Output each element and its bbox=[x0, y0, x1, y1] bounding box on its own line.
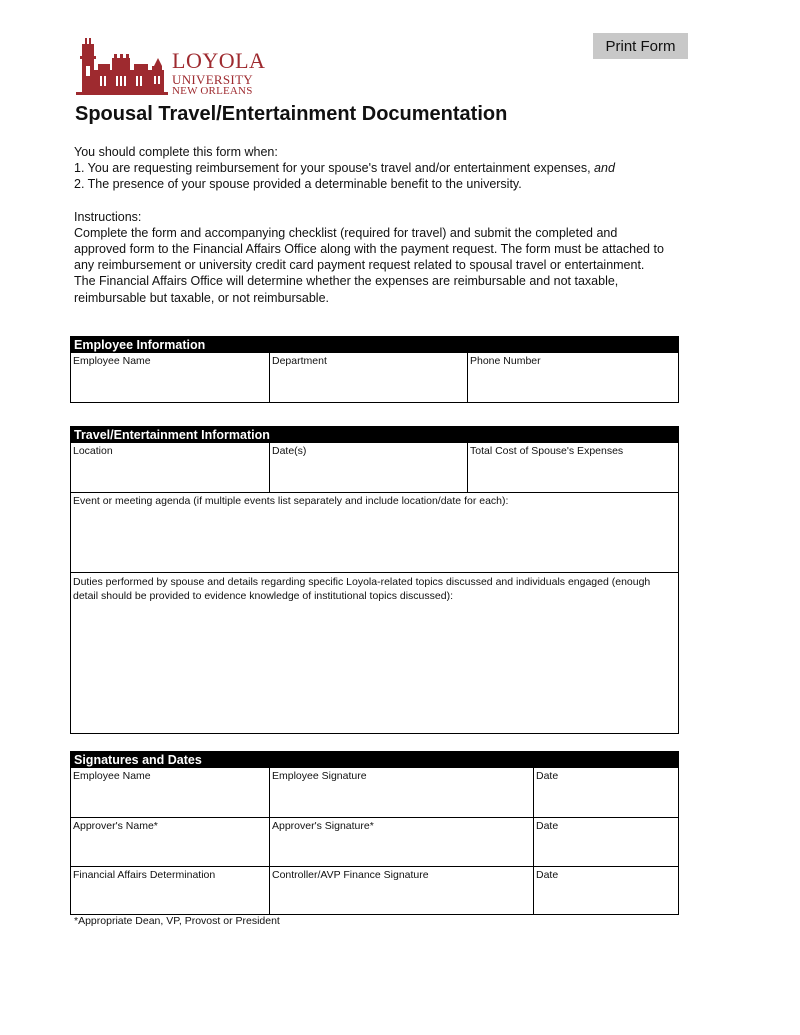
employee-info-section bbox=[70, 336, 679, 403]
location-field[interactable]: Location bbox=[73, 445, 113, 457]
footnote: *Appropriate Dean, VP, Provost or President bbox=[74, 915, 280, 927]
approver-name-field[interactable]: Approver's Name* bbox=[73, 820, 158, 832]
financial-determination-field[interactable]: Financial Affairs Determination bbox=[73, 869, 216, 881]
controller-signature-field[interactable]: Controller/AVP Finance Signature bbox=[269, 867, 533, 914]
travel-info-section bbox=[70, 426, 679, 734]
signatures-section bbox=[70, 751, 679, 915]
employee-date-field[interactable]: Date bbox=[533, 768, 678, 817]
section-header: Travel/Entertainment Information bbox=[71, 427, 678, 443]
employee-name-sign-field[interactable]: Employee Name bbox=[73, 770, 151, 782]
section-header: Signatures and Dates bbox=[71, 752, 678, 768]
controller-date-field[interactable]: Date bbox=[533, 867, 678, 914]
spouse-duties-field[interactable]: Duties performed by spouse and details regarding specific Loyola-related topics discussed and individuals engaged (enough detail should be provided to evidence knowledge of institutional topics discussed): bbox=[73, 576, 651, 602]
section-header: Employee Information bbox=[71, 337, 678, 353]
print-form-button[interactable]: Print Form bbox=[593, 33, 688, 59]
page-title: Spousal Travel/Entertainment Documentation bbox=[75, 103, 508, 125]
phone-number-field[interactable]: Phone Number bbox=[467, 353, 678, 402]
instructions-body: Complete the form and accompanying checklist (required for travel) and submit the completed and approved form to the Financial Affairs Office along with the payment request. The form must be attached to any reimbursement or university credit card payment request related to spousal travel or entertainment. The Financial Affairs Office will determine whether the expenses are reimbursable and not taxable, reimbursable but taxable, or not reimbursable. bbox=[74, 225, 664, 305]
instructions-heading: Instructions: bbox=[74, 209, 142, 224]
logo-line-3: NEW ORLEANS bbox=[172, 85, 253, 97]
intro-text bbox=[74, 144, 694, 306]
event-agenda-field[interactable]: Event or meeting agenda (if multiple events list separately and include location/date for each): bbox=[73, 495, 509, 507]
dates-field[interactable]: Date(s) bbox=[269, 443, 467, 492]
logo-wordmark bbox=[172, 50, 265, 97]
when-heading: You should complete this form when: bbox=[74, 145, 278, 159]
approver-date-field[interactable]: Date bbox=[533, 818, 678, 866]
logo-line-2: UNIVERSITY bbox=[172, 72, 253, 87]
total-cost-field[interactable]: Total Cost of Spouse's Expenses bbox=[467, 443, 678, 492]
employee-signature-field[interactable]: Employee Signature bbox=[269, 768, 533, 817]
building-icon bbox=[76, 36, 168, 96]
condition-1 bbox=[74, 160, 694, 176]
logo-line-1: LOYOLA bbox=[172, 48, 266, 73]
approver-signature-field[interactable]: Approver's Signature* bbox=[269, 818, 533, 866]
employee-name-field[interactable]: Employee Name bbox=[73, 355, 151, 367]
department-field[interactable]: Department bbox=[269, 353, 467, 402]
condition-2: 2. The presence of your spouse provided a determinable benefit to the university. bbox=[74, 177, 522, 192]
condition-1-text: 1. You are requesting reimbursement for your spouse's travel and/or entertainment expenses, bbox=[74, 161, 595, 176]
condition-1-emphasis: and bbox=[594, 161, 615, 176]
